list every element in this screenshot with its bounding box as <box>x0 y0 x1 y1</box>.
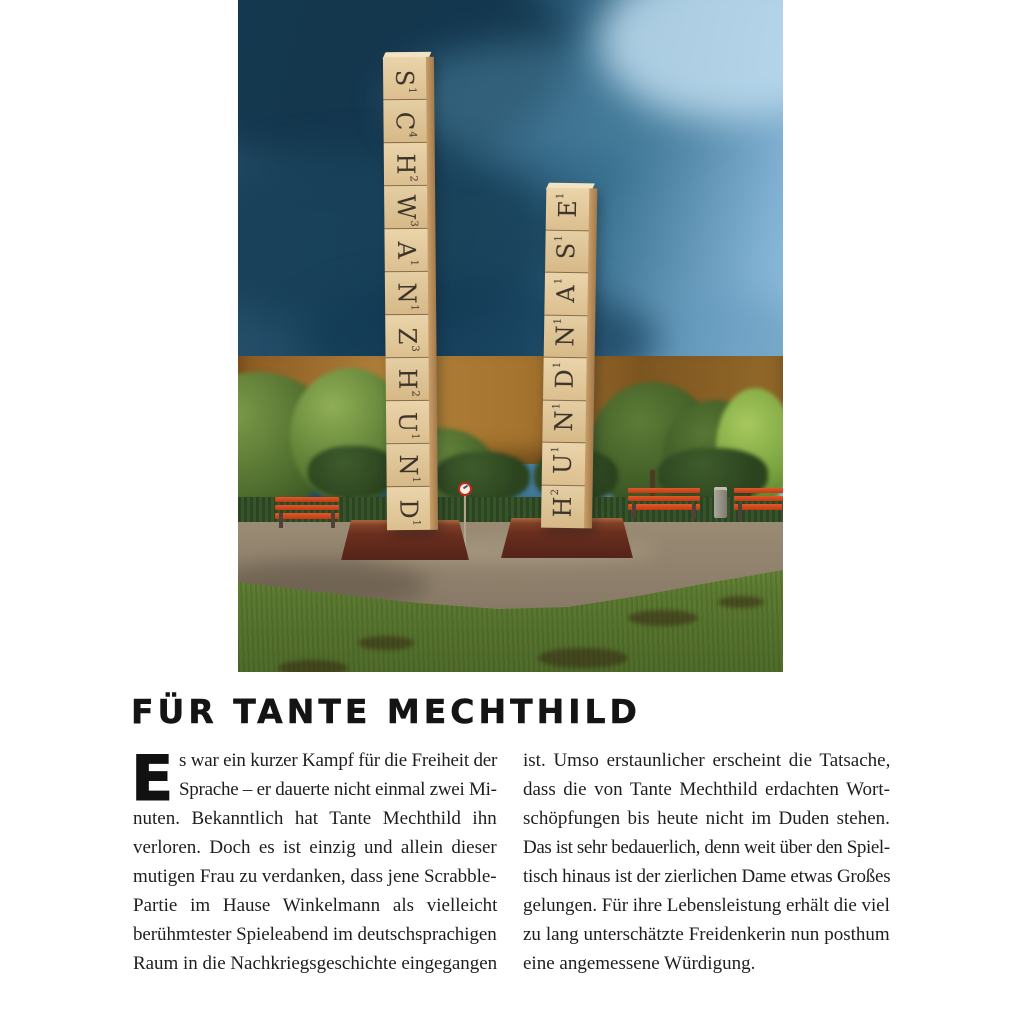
bush <box>308 446 398 498</box>
tile-value: 4 <box>407 131 419 138</box>
bush <box>434 452 530 502</box>
text-line: Das ist sehr bedauerlich, denn weit über den Spiel- <box>523 837 890 858</box>
dirt-patch <box>538 648 628 668</box>
scrabble-tile-n <box>544 315 588 358</box>
scrabble-tile-z <box>385 315 428 358</box>
dirt-patch <box>358 636 414 650</box>
tile-letter: H 2 <box>548 488 577 518</box>
tile-value: 1 <box>406 87 418 94</box>
tile-value: 1 <box>552 318 564 325</box>
tile-value: 3 <box>407 220 419 227</box>
text-line: Sprache – er dauerte nicht einmal zwei Mi- <box>179 779 497 800</box>
trash-bin <box>714 487 727 518</box>
text-line: schöpfungen bis heute nicht im Duden stehen. <box>523 808 890 829</box>
tile-value: 1 <box>553 235 566 242</box>
tile-letter: D 1 <box>394 498 423 526</box>
article-headline: FÜR TANTE MECHTHILD <box>131 692 641 731</box>
article-photo <box>238 0 783 672</box>
scrabble-tile-u <box>542 443 586 486</box>
scrabble-tower-schwanzhund <box>383 57 438 530</box>
scrabble-tile-s <box>383 57 426 100</box>
dirt-patch <box>718 596 764 608</box>
park-bench <box>734 488 783 518</box>
text-line: berühmtester Spieleabend im deutschsprachigen <box>133 924 497 945</box>
prohibition-sign <box>458 482 472 496</box>
tile-letter: S 1 <box>390 69 419 94</box>
tile-letter: N 1 <box>551 318 580 347</box>
tile-letter: W 3 <box>391 194 420 227</box>
tile-letter: U 1 <box>549 446 578 475</box>
scrabble-tile-a <box>544 273 588 316</box>
tile-value: 1 <box>550 446 562 453</box>
tile-letter: D 1 <box>550 361 579 389</box>
scrabble-tile-d <box>387 487 430 530</box>
text-line: gelungen. Für ihre Lebensleistung erhält die viel <box>523 895 890 916</box>
text-line: s war ein kurzer Kampf für die Freiheit der <box>179 750 498 771</box>
tile-value: 1 <box>410 519 422 526</box>
body-column-left <box>131 742 498 978</box>
tile-value: 3 <box>408 345 421 352</box>
scrabble-tile-h <box>386 358 429 401</box>
text-line: eine angemessene Würdigung. <box>523 953 756 974</box>
tile-value: 1 <box>410 476 422 483</box>
tile-letter: N 1 <box>392 282 421 311</box>
park-bench <box>628 488 700 520</box>
tile-letter: N 1 <box>550 403 579 432</box>
tile-value: 1 <box>554 192 566 199</box>
tile-letter: U 1 <box>393 411 422 440</box>
body-column-right <box>523 746 890 978</box>
text-line: verloren. Doch es ist einzig und allein dieser <box>133 837 497 858</box>
scrabble-tile-n <box>385 272 428 315</box>
text-line: dass die von Tante Mechthild erdachten Wort- <box>523 779 890 800</box>
tile-letter: H 2 <box>391 153 420 182</box>
tile-value: 1 <box>553 277 565 285</box>
text-line: Partie im Hause Winkelmann als vielleicht <box>133 895 498 916</box>
text-line: Raum in die Nachkriegsgeschichte eingegangen <box>133 953 498 974</box>
text-line: tisch hinaus ist der zierlichen Dame etwas Großes <box>523 866 891 887</box>
text-line: mutigen Frau zu verdanken, dass jene Scrabble- <box>133 866 497 887</box>
scrabble-tile-d <box>543 358 587 401</box>
scrabble-tile-a <box>384 229 427 272</box>
tile-letter: E 1 <box>553 192 582 218</box>
tile-value: 1 <box>408 304 420 311</box>
scrabble-tile-c <box>383 100 426 143</box>
scrabble-tile-e <box>546 188 590 231</box>
scrabble-tile-u <box>386 401 429 444</box>
dirt-patch <box>278 660 348 672</box>
tile-value: 2 <box>550 488 562 496</box>
tile-letter: A 1 <box>392 241 421 267</box>
tile-letter: S 1 <box>552 235 581 260</box>
text-line: nuten. Bekanntlich hat Tante Mechthild ihn <box>133 808 497 829</box>
dirt-patch <box>628 610 698 626</box>
tile-value: 1 <box>552 361 564 369</box>
scrabble-tower-hundnase <box>541 188 597 529</box>
park-bench <box>275 497 339 528</box>
tile-letter: Z 3 <box>392 327 421 352</box>
tile-value: 1 <box>551 403 563 410</box>
scrabble-tile-h <box>384 143 427 186</box>
tile-value: 1 <box>409 433 421 440</box>
text-line: zu lang unterschätzte Freidenkerin nun posthum <box>523 924 890 945</box>
scrabble-tile-h <box>541 485 585 528</box>
tile-letter: H 2 <box>393 368 422 397</box>
tile-value: 2 <box>409 390 421 397</box>
tile-value: 1 <box>408 259 420 267</box>
tile-letter: N 1 <box>393 454 423 483</box>
tile-value: 2 <box>407 175 419 182</box>
scrabble-tile-n <box>386 444 429 487</box>
text-line: ist. Umso erstaunlicher erscheint die Tatsache, <box>523 750 891 771</box>
scrabble-tile-s <box>545 230 589 273</box>
scrabble-tile-n <box>542 400 586 443</box>
scrabble-tile-w <box>384 186 427 229</box>
drop-cap: E <box>131 742 174 815</box>
tile-letter: A 1 <box>552 277 581 303</box>
tile-letter: C 4 <box>390 111 420 138</box>
